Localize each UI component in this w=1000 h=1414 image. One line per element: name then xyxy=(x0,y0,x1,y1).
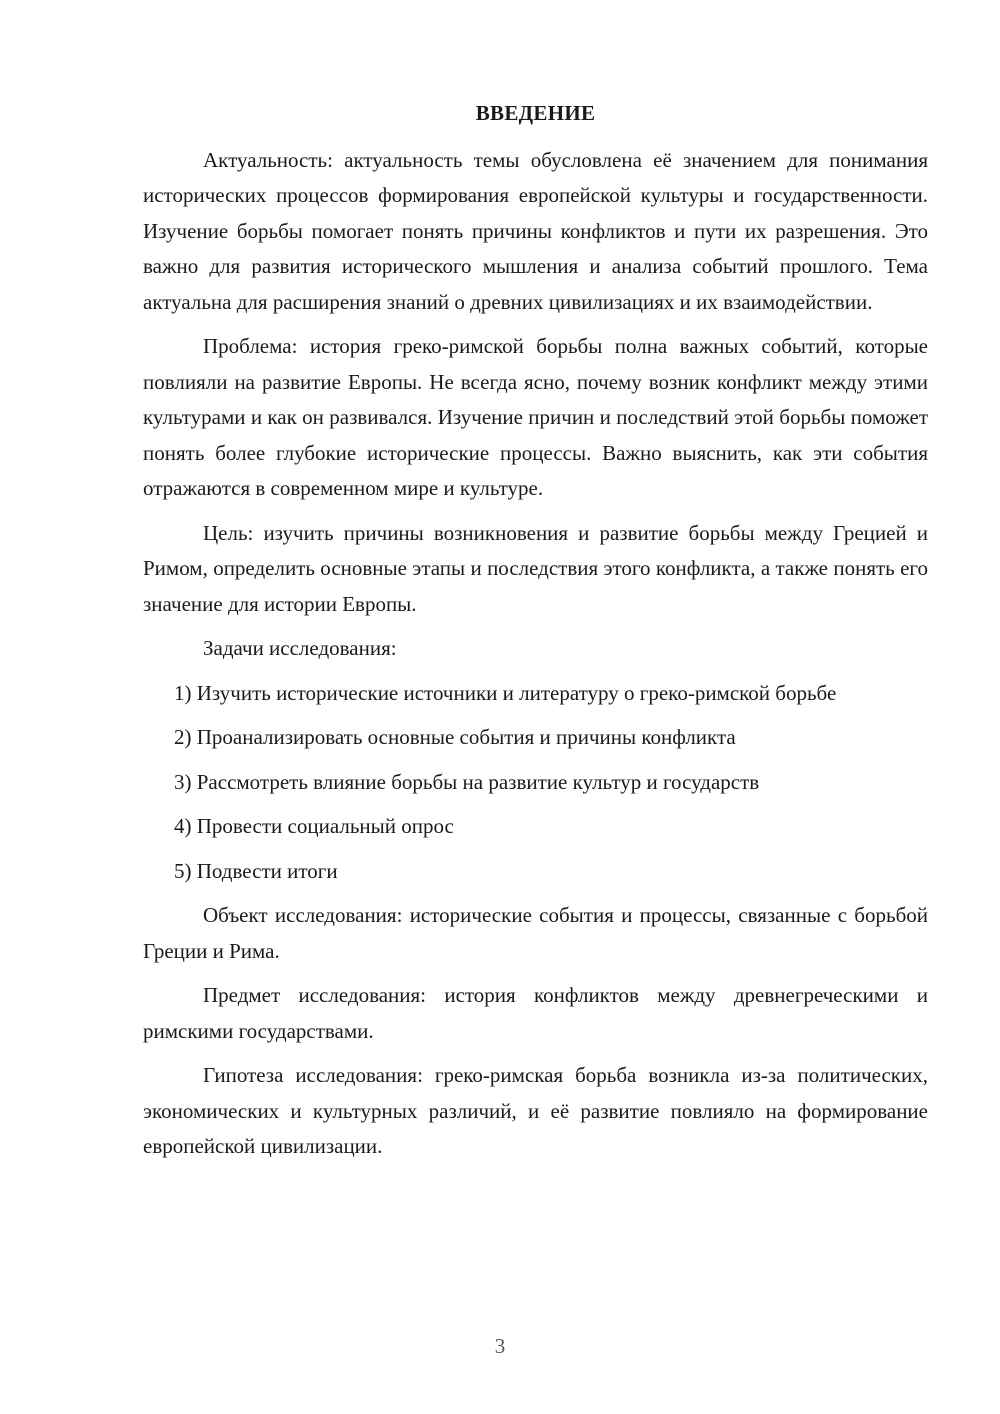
task-item-2: 2) Проанализировать основные события и причины конфликта xyxy=(174,725,736,749)
problem-paragraph: Проблема: история греко-римской борьбы полна важных событий, которые повлияли на развитие Европы. Не всегда ясно, почему возник конфликт между этими культурами и как он развивался. Изучение причин и последствий этой борьбы поможет понять более глубокие исторические процессы. Важно выяснить, как эти события отражаются в современном мире и культуре. xyxy=(143,334,928,500)
tasks-list xyxy=(143,676,928,890)
tasks-title: Задачи исследования: xyxy=(203,636,397,660)
task-item-3: 3) Рассмотреть влияние борьбы на развитие культур и государств xyxy=(174,769,760,794)
goal-paragraph: Цель: изучить причины возникновения и развитие борьбы между Грецией и Римом, определить основные этапы и последствия этого конфликта, а также понять его значение для истории Европы. xyxy=(143,520,928,616)
subject-paragraph: Предмет исследования: история конфликтов между древнегреческими и римскими государствами. xyxy=(143,983,928,1043)
document-page xyxy=(143,96,928,1174)
section-heading: ВВЕДЕНИЕ xyxy=(475,101,596,125)
task-item-4: 4) Провести социальный опрос xyxy=(174,814,454,838)
task-item-5: 5) Подвести итоги xyxy=(174,858,338,883)
object-paragraph: Объект исследования: исторические события и процессы, связанные с борьбой Греции и Рима. xyxy=(143,903,928,963)
relevance-paragraph: Актуальность: актуальность темы обусловлена её значением для понимания исторических процессов формирования европейской культуры и государственности. Изучение борьбы помогает понять причины конфликтов и пути их разрешения. Это важно для развития исторического мышления и анализа событий прошлого. Тема актуальна для расширения знаний о древних цивилизациях и их взаимодействии. xyxy=(143,147,928,314)
page-number: 3 xyxy=(494,1334,506,1358)
hypothesis-paragraph: Гипотеза исследования: греко-римская борьба возникла из-за политических, экономических и культурных различий, и её развитие повлияло на формирование европейской цивилизации. xyxy=(143,1063,928,1158)
task-item-1: 1) Изучить исторические источники и литературу о греко-римской борьбе xyxy=(174,680,837,705)
